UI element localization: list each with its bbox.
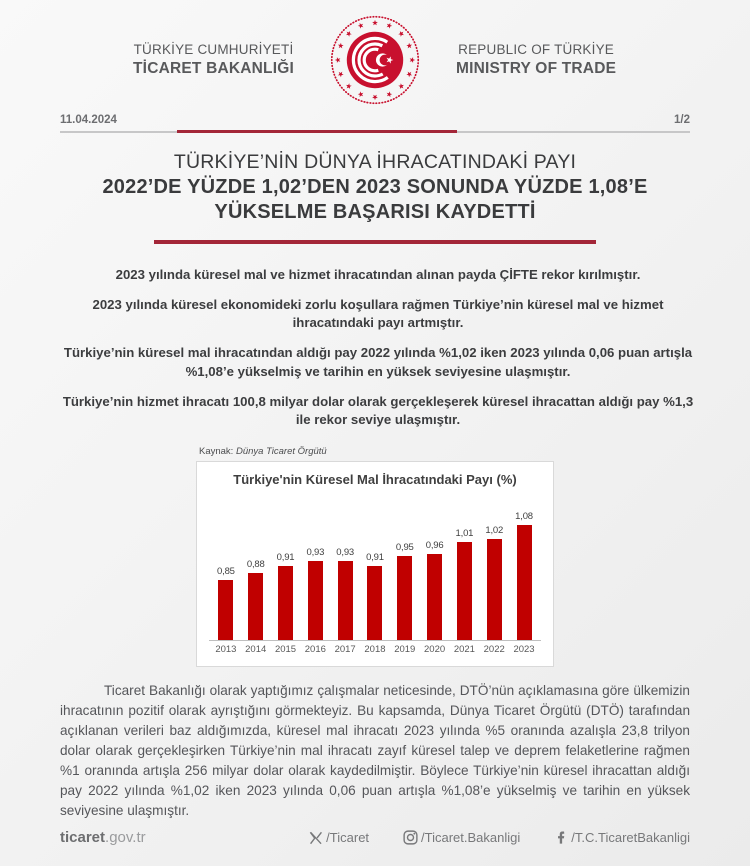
bar-year-label: 2022 <box>483 644 505 656</box>
instagram-social-link[interactable] <box>403 830 520 845</box>
page-title <box>60 150 690 225</box>
chart-bar-group <box>420 540 450 640</box>
bar <box>367 566 382 640</box>
chart-bar-group <box>300 547 330 640</box>
chart-title: Türkiye'nin Küresel Mal İhracatındaki Payı (%) <box>233 472 517 488</box>
x-handle: /Ticaret <box>326 830 370 845</box>
chart-bar-group <box>330 547 360 640</box>
title-line3: YÜKSELME BAŞARISI KAYDETTİ <box>214 201 536 223</box>
bar <box>278 566 293 640</box>
social-links <box>309 830 690 845</box>
website-link[interactable] <box>60 829 146 846</box>
org-en-line2: MINISTRY OF TRADE <box>456 59 617 77</box>
statement-3: Türkiye’nin küresel mal ihracatından aldığı pay 2022 yılında %1,02 iken 2023 yılında 0,06 puan artışla %1,08’e yükselmiş ve tarihin en yüksek seviyesine ulaşmıştır. <box>63 345 693 379</box>
website-bold-part: ticaret <box>60 829 106 846</box>
facebook-handle: /T.C.TicaretBakanligi <box>571 830 690 845</box>
title-line2: 2022’DE YÜZDE 1,02’DEN 2023 SONUNDA YÜZDE 1,08’E <box>102 176 648 198</box>
chart-x-axis <box>209 644 541 655</box>
bar <box>457 542 472 640</box>
bar-value-label: 0,85 <box>217 566 235 578</box>
bar-value-label: 0,91 <box>366 552 384 564</box>
bar <box>218 580 233 640</box>
document-date: 11.04.2024 <box>60 114 117 126</box>
chart-source <box>199 446 554 457</box>
footer <box>60 829 690 846</box>
chart-source-value: Dünya Ticaret Örgütü <box>235 446 327 458</box>
chart-plot <box>209 493 541 641</box>
bar-value-label: 0,91 <box>276 552 295 564</box>
chart-bar-group <box>390 542 420 640</box>
bar-value-label: 1,08 <box>515 511 533 523</box>
bar-year-label: 2018 <box>364 644 386 656</box>
bar <box>248 573 263 640</box>
org-name-turkish <box>133 42 294 78</box>
page-number: 1/2 <box>674 114 690 126</box>
bar <box>487 539 502 640</box>
bar <box>517 525 532 640</box>
website-rest-part: .gov.tr <box>105 829 146 846</box>
statement-4: Türkiye’nin hizmet ihracatı 100,8 milyar dolar olarak gerçekleşerek küresel ihracattan aldığı pay %1,3 ile rekor seviye ulaşmıştır. <box>62 393 694 428</box>
facebook-social-link[interactable] <box>554 830 690 845</box>
bar <box>338 561 353 640</box>
bar-year-label: 2019 <box>394 644 416 656</box>
bar-value-label: 0,93 <box>306 547 325 559</box>
header <box>60 12 690 108</box>
instagram-icon <box>403 830 418 845</box>
bar-value-label: 0,88 <box>246 559 265 571</box>
chart-bar-group <box>450 528 480 640</box>
statement-2: 2023 yılında küresel ekonomideki zorlu koşullara rağmen Türkiye’nin küresel mal ve hizmet ihracatındaki payı artmıştır. <box>92 296 664 331</box>
bar <box>397 556 412 640</box>
instagram-handle: /Ticaret.Bakanligi <box>421 830 521 845</box>
title-underline <box>154 240 596 244</box>
bar-year-label: 2021 <box>453 644 475 656</box>
org-tr-line2: TİCARET BAKANLIĞI <box>133 59 294 77</box>
org-tr-line1: TÜRKİYE CUMHURİYETİ <box>133 41 294 57</box>
meta-row <box>60 114 690 126</box>
header-divider <box>60 130 690 133</box>
chart-bar-group <box>271 552 301 640</box>
bar-year-label: 2017 <box>334 644 356 656</box>
x-icon <box>309 831 323 845</box>
bar-value-label: 1,01 <box>455 528 474 540</box>
ministry-of-trade-emblem-icon <box>328 13 422 107</box>
bar-value-label: 0,96 <box>425 540 444 552</box>
statement-1: 2023 yılında küresel mal ve hizmet ihracatından alınan payda ÇİFTE rekor kırılmıştır. <box>115 267 641 282</box>
bar-year-label: 2016 <box>304 644 326 656</box>
chart-bar-group <box>479 525 509 640</box>
bar <box>427 554 442 640</box>
bar-year-label: 2013 <box>215 644 237 656</box>
x-social-link[interactable] <box>309 830 369 845</box>
bar-chart <box>196 461 554 667</box>
bar-year-label: 2014 <box>245 644 267 656</box>
bar-year-label: 2015 <box>274 644 297 656</box>
body-paragraph: Ticaret Bakanlığı olarak yaptığımız çalışmalar neticesinde, DTÖ’nün açıklamasına göre ülkemizin ihracatının pozitif olarak ayrıştığını görmekteyiz. Bu kapsamda, Dünya Ticaret Örgütü (DTÖ) tarafından açıklanan verileri baz aldığımızda, küresel mal ihracatı 2023 yılında %5 oranında azalışla 23,8 trilyon dolar olarak gerçekleşirken Türkiye’nin mal ihracatı zayıf küresel talep ve deprem felaketlerine rağmen %1 oranında artışla 256 milyar dolar olarak kaydedilmiştir. Böylece Türkiye’nin küresel ihracattan aldığı pay 2022 yılında %1,02 iken 2023 yılında 0,06 puan artışla %1,08’e yükselmiş ve tarihin en yüksek seviyesine ulaşmıştır. <box>60 683 690 819</box>
org-en-line1: REPUBLIC OF TÜRKİYE <box>458 41 614 57</box>
chart-source-label: Kaynak: <box>199 446 234 458</box>
divider-red-line <box>177 130 457 133</box>
bar-value-label: 1,02 <box>485 525 504 537</box>
key-statements <box>60 266 696 430</box>
facebook-icon <box>554 830 568 845</box>
org-name-english <box>456 42 616 78</box>
chart-bar-group <box>211 566 241 640</box>
bar-year-label: 2020 <box>424 644 446 656</box>
chart-area <box>196 446 554 667</box>
bar-value-label: 0,95 <box>395 542 414 554</box>
bar-year-label: 2023 <box>513 644 535 656</box>
bar-value-label: 0,93 <box>336 547 354 559</box>
chart-bar-group <box>509 511 539 640</box>
chart-bar-group <box>241 559 271 640</box>
bar <box>308 561 323 640</box>
title-line1: TÜRKİYE’NİN DÜNYA İHRACATINDAKİ PAYI <box>173 151 577 173</box>
chart-bar-group <box>360 552 390 640</box>
